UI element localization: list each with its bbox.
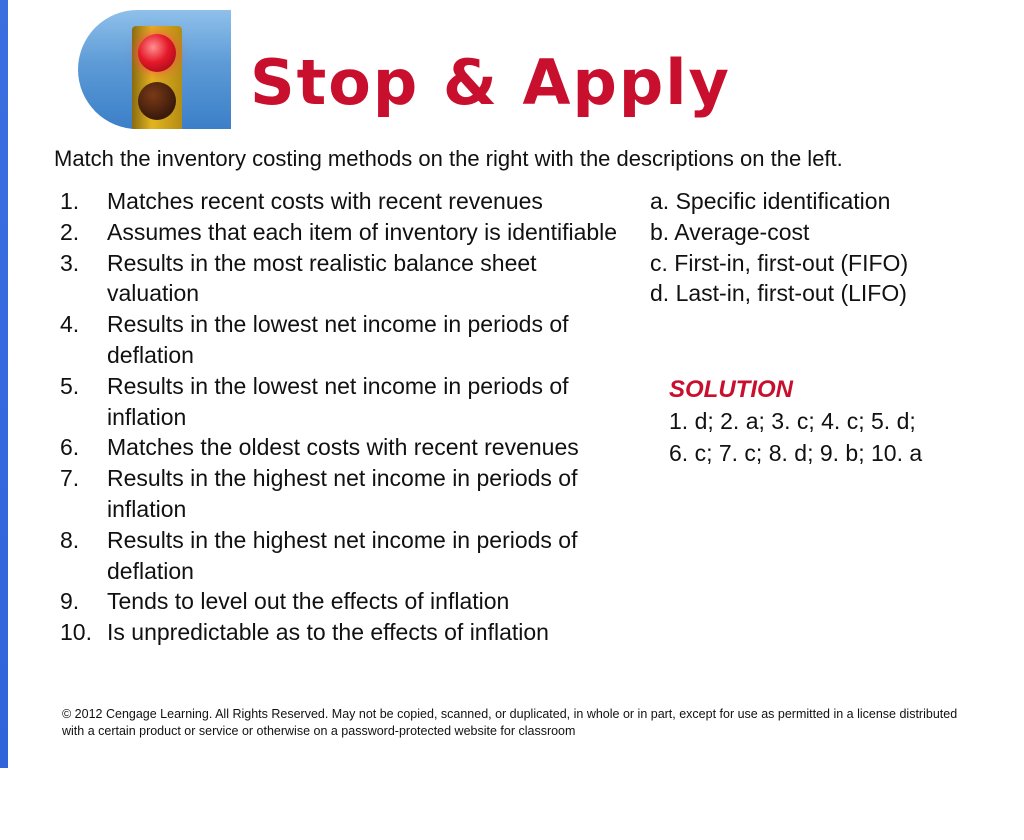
item-text: Tends to level out the effects of inflation bbox=[107, 588, 510, 615]
method-list bbox=[650, 186, 990, 309]
instruction-text: Match the inventory costing methods on the right with the descriptions on the left. bbox=[54, 146, 843, 171]
item-number: 6. bbox=[60, 434, 80, 461]
solution-line-1: 1. d; 2. a; 3. c; 4. c; 5. d; bbox=[669, 408, 916, 434]
item-number: 7. bbox=[60, 465, 80, 492]
list-item bbox=[54, 432, 629, 463]
item-number: 10. bbox=[60, 619, 92, 646]
description-list bbox=[54, 186, 629, 648]
item-number: 1. bbox=[60, 188, 80, 214]
item-number: 4. bbox=[60, 311, 80, 338]
method-item: d. Last-in, first-out (LIFO) bbox=[650, 280, 907, 307]
method-item: b. Average-cost bbox=[650, 218, 810, 245]
list-item bbox=[54, 617, 629, 648]
item-text: Results in the highest net income in periods of inflation bbox=[107, 465, 578, 522]
item-text: Results in the most realistic balance sheet valuation bbox=[107, 249, 537, 307]
item-number: 9. bbox=[60, 588, 80, 615]
item-text: Matches the oldest costs with recent revenues bbox=[107, 434, 579, 461]
list-item bbox=[54, 463, 629, 525]
item-text: Results in the lowest net income in periods of deflation bbox=[107, 311, 569, 368]
list-item bbox=[54, 586, 629, 617]
item-text: Is unpredictable as to the effects of inflation bbox=[107, 619, 549, 646]
list-item bbox=[54, 217, 629, 248]
item-text: Matches recent costs with recent revenues bbox=[107, 188, 543, 214]
list-item bbox=[54, 309, 629, 371]
slide-title: Stop & Apply bbox=[250, 46, 731, 119]
item-number: 5. bbox=[60, 372, 80, 399]
list-item bbox=[54, 371, 629, 433]
solution-heading: SOLUTION bbox=[669, 376, 793, 403]
item-number: 2. bbox=[60, 218, 80, 245]
item-text: Results in the lowest net income in periods of inflation bbox=[107, 372, 569, 430]
item-text: Results in the highest net income in periods of deflation bbox=[107, 526, 578, 584]
list-item bbox=[54, 186, 629, 217]
copyright-notice: © 2012 Cengage Learning. All Rights Reserved. May not be copied, scanned, or duplicated, in whole or in part, except for use as permitted in a license distributed with a certain product or service or otherwise on a password-protected website for classroom bbox=[62, 707, 958, 738]
amber-light-icon bbox=[138, 82, 176, 120]
item-text: Assumes that each item of inventory is identifiable bbox=[107, 218, 618, 245]
solution-line-2: 6. c; 7. c; 8. d; 9. b; 10. a bbox=[669, 440, 923, 466]
list-item bbox=[54, 525, 629, 587]
red-light-icon bbox=[138, 34, 176, 72]
traffic-light-image bbox=[78, 10, 231, 129]
item-number: 8. bbox=[60, 526, 80, 553]
method-item: c. First-in, first-out (FIFO) bbox=[650, 249, 909, 276]
list-item bbox=[54, 248, 629, 310]
method-item: a. Specific identification bbox=[650, 188, 891, 214]
item-number: 3. bbox=[60, 249, 80, 276]
